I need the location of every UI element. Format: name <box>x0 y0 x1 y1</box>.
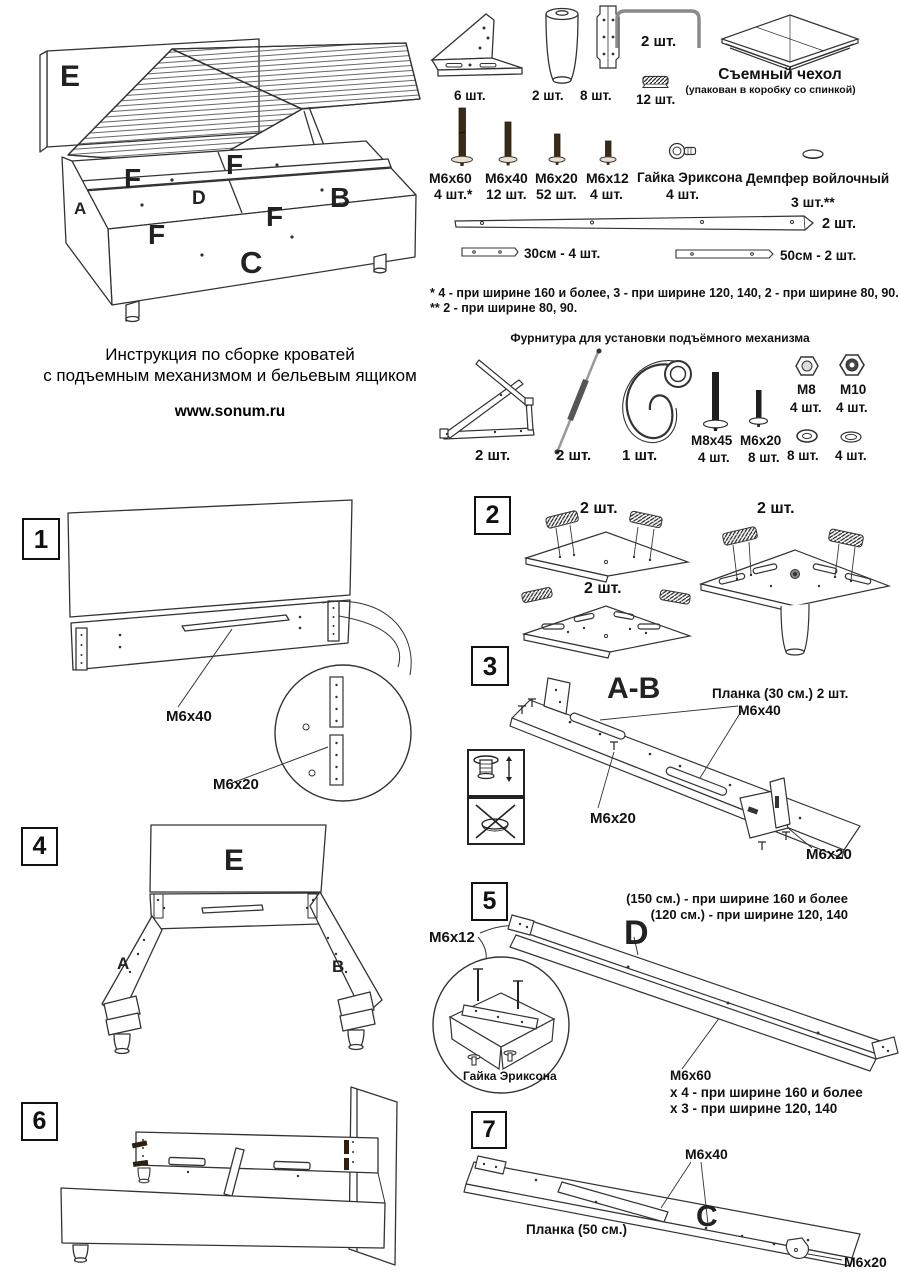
cover-icon <box>716 12 864 70</box>
erickson-nut-qty: 4 шт. <box>666 186 699 202</box>
overview-label-bottom-panel-4: F <box>266 201 284 232</box>
nut-m8-name: M8 <box>797 382 816 397</box>
nut-m10-name: M10 <box>840 382 867 397</box>
step-2-number: 2 <box>474 496 511 535</box>
erickson-nut-icon <box>668 142 700 160</box>
step-4-label-headboard: E <box>224 844 245 877</box>
strap-qty: 1 шт. <box>622 447 658 464</box>
nut-m10-icon <box>838 353 866 377</box>
corner-bracket-icon <box>428 8 528 80</box>
step-5-m6x60-line2: х 4 - при ширине 160 и более <box>670 1084 863 1100</box>
nut-crossed-icon <box>469 799 523 843</box>
lift-hardware-title: Фурнитура для установки подъёмного механизма <box>510 331 810 345</box>
flat-bracket-qty: 8 шт. <box>580 88 612 103</box>
cover-note: (упакован в коробку со спинкой) <box>685 84 856 96</box>
bolt-m6x40-qty: 12 шт. <box>486 186 527 202</box>
step-6-drawing <box>48 1082 438 1280</box>
step-5-note-120: (120 см.) - при ширине 120, 140 <box>650 906 848 922</box>
step-7-label-front-panel: C <box>696 1200 718 1233</box>
bolt-m8x45-qty: 4 шт. <box>698 450 730 465</box>
bolt-m6x40-icon <box>498 120 518 168</box>
step-3-header: A-B <box>607 672 661 705</box>
felt-pad-qty: 12 шт. <box>636 92 676 107</box>
step-4-label-side-a: A <box>117 954 130 973</box>
bolt-m6x20-name: M6x20 <box>535 170 578 186</box>
footnote-2: ** 2 - при ширине 80, 90. <box>430 301 578 315</box>
bolt-m6x12-icon <box>599 139 617 168</box>
bolt-m6x60-qty: 4 шт.* <box>434 186 473 202</box>
step-2-qty-top-left: 2 шт. <box>580 500 618 517</box>
step-1-label-m6x40: M6x40 <box>166 708 212 725</box>
slat-50cm-label: 50см - 2 шт. <box>780 248 857 263</box>
bolt-m6x20-lift-qty: 8 шт. <box>748 450 780 465</box>
lift-mechanism-qty: 2 шт. <box>475 447 511 464</box>
bolt-m8x45-name: M8x45 <box>691 433 733 448</box>
long-slat-qty: 2 шт. <box>822 216 857 232</box>
step-7-label-m6x40: M6x40 <box>685 1146 728 1162</box>
bolt-m6x40-name: M6x40 <box>485 170 528 186</box>
bolt-m6x60-icon <box>450 106 474 168</box>
washer-small-qty: 4 шт. <box>835 448 867 463</box>
step-6-number: 6 <box>21 1102 58 1141</box>
step-3-plank-label: Планка (30 см.) 2 шт. <box>712 686 849 701</box>
washer-large-icon <box>795 428 819 444</box>
step-3-number: 3 <box>471 646 509 686</box>
washer-small-icon <box>839 430 863 444</box>
step-2-right-drawing <box>693 526 898 666</box>
felt-damper-qty: 3 шт.** <box>791 194 835 210</box>
bolt-m6x12-name: M6x12 <box>586 170 629 186</box>
step-5-label-crossbar-d: D <box>624 914 649 952</box>
step-3-nut-depth-warning <box>467 749 525 797</box>
washer-large-qty: 8 шт. <box>787 448 819 463</box>
step-4-number: 4 <box>21 827 58 866</box>
step-7-number: 7 <box>471 1111 507 1149</box>
strap-icon <box>610 352 700 450</box>
overview-label-front-panel: C <box>240 245 263 280</box>
step-2-qty-top-right: 2 шт. <box>757 500 795 517</box>
bolt-m8x45-icon <box>701 370 729 436</box>
page-title-line1: Инструкция по сборке кроватей <box>105 345 355 364</box>
overview-label-side-left: A <box>74 199 87 218</box>
step-5-m6x60-line1: M6x60 <box>670 1068 712 1083</box>
gas-strut-icon <box>546 346 608 460</box>
overview-label-bottom-panel-1: F <box>124 163 142 194</box>
handle-qty: 2 шт. <box>641 33 677 50</box>
bolt-m6x20-lift-icon <box>748 388 770 434</box>
bolt-m6x20-icon <box>548 132 566 168</box>
bed-overview-drawing <box>22 5 427 335</box>
slat-50cm-icon <box>674 247 776 260</box>
overview-label-side-right: B <box>330 182 351 213</box>
gas-strut-qty: 2 шт. <box>556 447 592 464</box>
erickson-nut-name: Гайка Эриксона <box>637 170 743 185</box>
slat-30cm-icon <box>460 245 520 258</box>
page-title-line2: с подъемным механизмом и бельевым ящиком <box>43 366 417 385</box>
step-5-number: 5 <box>471 882 508 921</box>
corner-bracket-qty: 6 шт. <box>454 88 486 103</box>
leg-qty: 2 шт. <box>532 88 564 103</box>
nut-m8-icon <box>794 355 820 377</box>
long-slat-icon <box>452 214 816 234</box>
step-3-nut-wrong-warning <box>467 797 525 845</box>
step-7-plank-label: Планка (50 см.) <box>526 1222 627 1237</box>
leg-icon <box>534 4 590 88</box>
step-5-label-erickson-nut: Гайка Эриксона <box>463 1069 557 1083</box>
bolt-m6x20-lift-name: M6x20 <box>740 433 782 448</box>
overview-label-crossbar: D <box>192 188 206 209</box>
step-3-label-m6x40: M6x40 <box>738 702 781 718</box>
website-link: www.sonum.ru <box>174 403 286 420</box>
slat-30cm-label: 30см - 4 шт. <box>524 246 601 261</box>
overview-label-bottom-panel-2: F <box>226 149 244 180</box>
step-4-label-side-b: B <box>332 957 345 976</box>
footnote-1: * 4 - при ширине 160 и более, 3 - при ширине 120, 140, 2 - при ширине 80, 90. <box>430 286 899 300</box>
felt-damper-name: Демпфер войлочный <box>746 171 890 186</box>
nut-m8-qty: 4 шт. <box>790 400 822 415</box>
cover-title: Съемный чехол <box>718 66 842 83</box>
felt-damper-icon <box>800 148 826 162</box>
step-3-label-m6x20-left: M6x20 <box>590 810 636 827</box>
step-7-label-m6x20: M6x20 <box>844 1254 887 1270</box>
nut-m10-qty: 4 шт. <box>836 400 868 415</box>
overview-label-headboard: E <box>60 60 81 93</box>
step-5-m6x60-line3: х 3 - при ширине 120, 140 <box>670 1101 838 1116</box>
step-2-qty-bottom: 2 шт. <box>584 580 622 597</box>
step-5-label-m6x12: M6x12 <box>429 929 475 946</box>
bolt-m6x12-qty: 4 шт. <box>590 186 623 202</box>
bolt-m6x20-qty: 52 шт. <box>536 186 577 202</box>
step-7-drawing <box>456 1140 892 1278</box>
step-1-number: 1 <box>22 518 60 560</box>
overview-label-bottom-panel-3: F <box>148 219 166 250</box>
step-5-m6x60-note <box>670 1068 863 1118</box>
bolt-m6x60-name: M6x60 <box>429 170 472 186</box>
step-3-label-m6x20-right: M6x20 <box>806 846 852 863</box>
nut-depth-icon <box>469 751 523 795</box>
step-5-note-150: (150 см.) - при ширине 160 и более <box>626 891 848 906</box>
step-1-label-m6x20: M6x20 <box>213 776 259 793</box>
lift-mechanism-icon <box>435 348 557 444</box>
